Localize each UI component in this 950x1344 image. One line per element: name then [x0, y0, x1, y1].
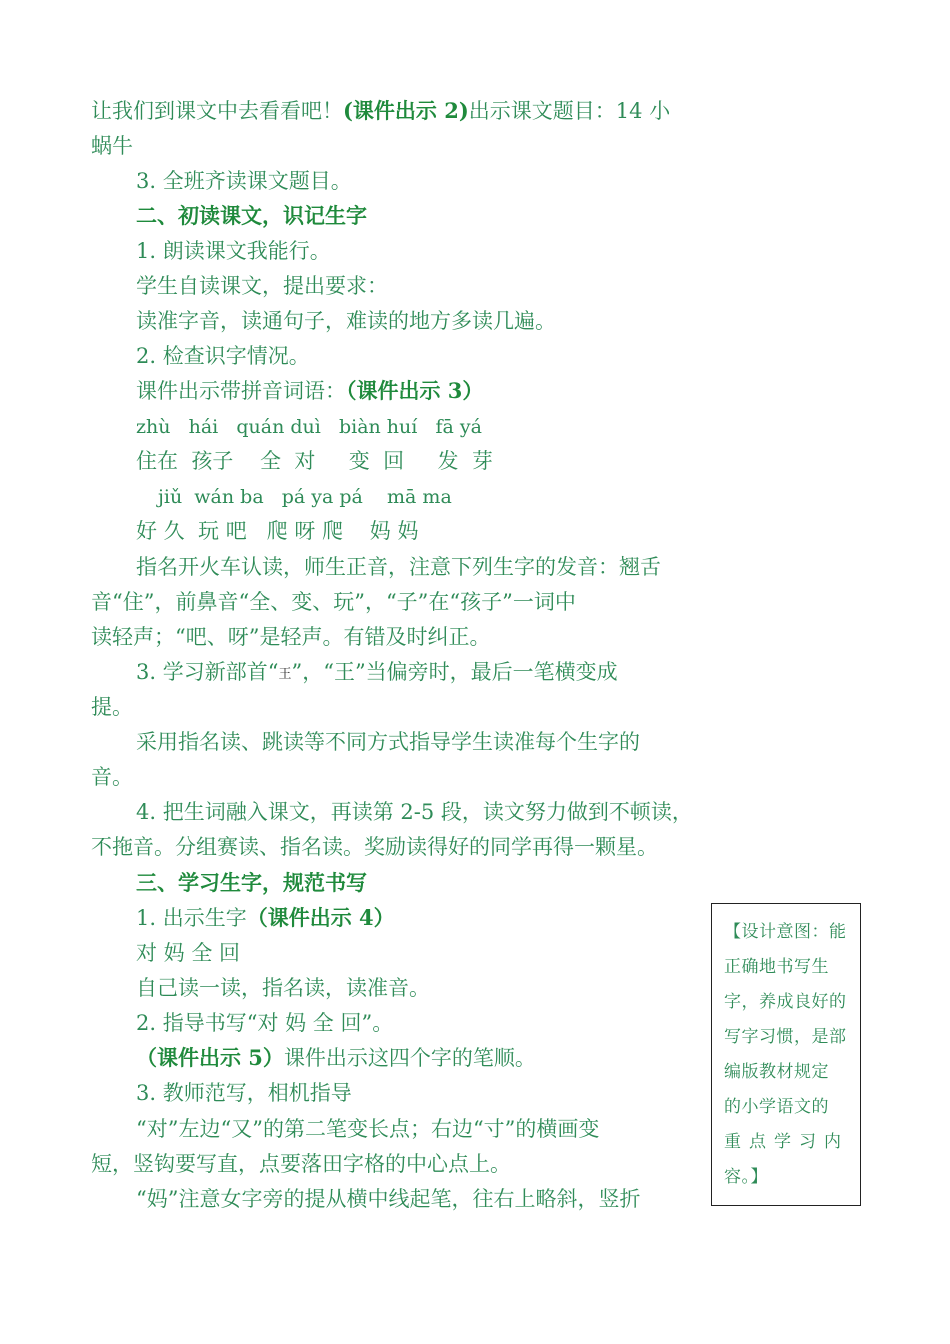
paragraph-line: 短，竖钩要写直，点要落田字格的中心点上。	[91, 1152, 511, 1176]
text-span: 出示课文题目：14 小	[468, 99, 671, 123]
text-span: 课件出示带拼音词语：	[136, 379, 346, 403]
paragraph-line: 蜗牛	[91, 134, 133, 158]
sidebar-line: 正确地书写生	[724, 957, 829, 977]
paragraph-line: 4. 把生词融入课文，再读第 2-5 段，读文努力做到不顿读，	[136, 800, 693, 824]
pinyin-row-2: jiǔ wán ba pá ya pá mā ma	[158, 486, 452, 508]
courseware-ref: （课件出示 5）	[136, 1045, 284, 1070]
paragraph-line	[136, 658, 618, 689]
paragraph-line: 对 妈 全 回	[136, 941, 241, 965]
radical-glyph: 王	[278, 667, 292, 682]
sidebar-line: 【设计意图：能	[724, 922, 847, 942]
text-span: 让我们到课文中去看看吧！	[91, 99, 343, 123]
courseware-ref: （课件出示 3）	[346, 378, 484, 403]
courseware-ref: (课件出示 2)	[343, 98, 469, 123]
section-heading-2: 二、初读课文，识记生字	[136, 203, 367, 228]
paragraph-line: 2. 检查识字情况。	[136, 344, 310, 368]
paragraph-line	[136, 1044, 536, 1072]
paragraph-line: “妈”注意女字旁的提从横中线起笔，往右上略斜，竖折	[136, 1187, 641, 1211]
paragraph-line: 不拖音。分组赛读、指名读。奖励读得好的同学再得一颗星。	[91, 835, 658, 859]
paragraph-line: 3. 全班齐读课文题目。	[136, 169, 352, 193]
sidebar-line: 字，养成良好的	[724, 992, 847, 1012]
paragraph-line: 提。	[91, 695, 133, 719]
design-intent-box	[711, 903, 861, 1206]
paragraph-line: 学生自读课文，提出要求：	[136, 274, 388, 298]
paragraph-line	[91, 97, 670, 125]
paragraph-line	[136, 377, 483, 405]
paragraph-line: 音。	[91, 765, 133, 789]
paragraph-line: 2. 指导书写“对 妈 全 回”。	[136, 1011, 394, 1035]
text-span: 1. 出示生字	[136, 906, 247, 930]
sidebar-line: 写字习惯，是部	[724, 1027, 847, 1047]
courseware-ref: （课件出示 4）	[246, 905, 395, 930]
sidebar-line: 编版教材规定	[724, 1062, 829, 1082]
text-span: 3. 学习新部首“	[136, 660, 279, 684]
paragraph-line: “对”左边“又”的第二笔变长点；右边“寸”的横画变	[136, 1117, 600, 1141]
paragraph-line: 读准字音，读通句子，难读的地方多读几遍。	[136, 309, 556, 333]
paragraph-line: 指名开火车认读，师生正音，注意下列生字的发音：翘舌	[136, 555, 661, 579]
section-heading-3: 三、学习生字，规范书写	[136, 870, 367, 895]
paragraph-line: 3. 教师范写，相机指导	[136, 1081, 352, 1105]
paragraph-line: 音“住”，前鼻音“全、变、玩”，“子”在“孩子”一词中	[91, 590, 576, 614]
paragraph-line: 1. 朗读课文我能行。	[136, 239, 331, 263]
word-row-2: 好 久 玩 吧 爬 呀 爬 妈 妈	[136, 519, 419, 543]
paragraph-line	[136, 904, 395, 932]
paragraph-line: 自己读一读，指名读，读准音。	[136, 976, 430, 1000]
pinyin-row-1: zhù hái quán duì biàn huí fā yá	[136, 416, 482, 438]
sidebar-line: 的小学语文的	[724, 1097, 829, 1117]
paragraph-line: 采用指名读、跳读等不同方式指导学生读准每个生字的	[136, 730, 640, 754]
paragraph-line: 读轻声；“吧、呀”是轻声。有错及时纠正。	[91, 625, 491, 649]
sidebar-line: 容。】	[724, 1167, 768, 1187]
word-row-1: 住在 孩子 全 对 变 回 发 芽	[136, 449, 493, 473]
text-span: ”，“王”当偏旁时，最后一笔横变成	[291, 660, 618, 684]
sidebar-line: 重点学习内	[724, 1132, 849, 1152]
text-span: 课件出示这四个字的笔顺。	[283, 1046, 536, 1070]
